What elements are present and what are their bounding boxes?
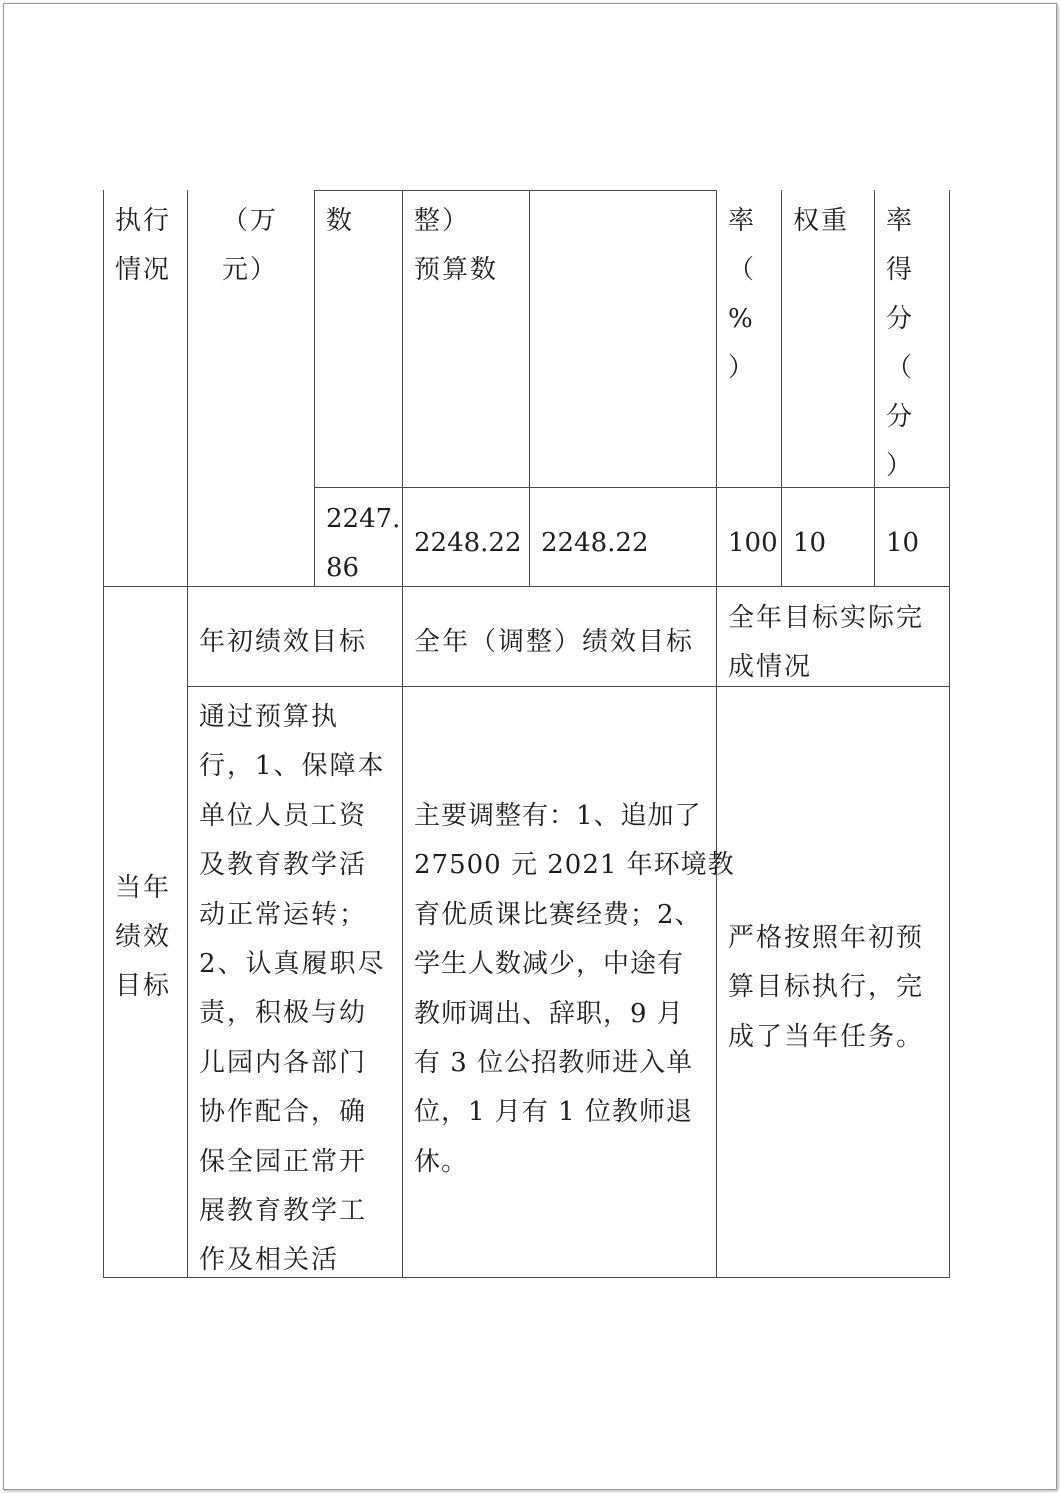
table-rule-col7 <box>874 190 875 587</box>
header-budget-count: 数 <box>326 206 355 236</box>
text-actual-completion: 严格按照年初预 算目标执行，完 成了当年任务。 <box>728 923 925 1052</box>
table-rule-col6 <box>781 190 782 587</box>
header-rate-score: 率 得 分 （ 分 ） <box>886 206 915 481</box>
header-initial-goals: 年初绩效目标 <box>199 627 368 657</box>
header-adjusted-goals: 全年（调整）绩效目标 <box>414 627 695 657</box>
label-amount-unit: （万 元） <box>222 206 279 285</box>
table-rule-left <box>103 190 104 1278</box>
table-rule-right <box>949 190 950 1278</box>
table-rule-top-segment <box>314 190 717 191</box>
value-score: 10 <box>886 528 920 558</box>
value-execution-rate: 100 <box>728 528 778 558</box>
value-weight: 10 <box>793 528 827 558</box>
header-weight: 权重 <box>793 206 850 236</box>
text-adjusted-goals: 主要调整有：1、追加了 27500 元 2021 年环境教 育优质课比赛经费；2、 学生人数减少，中途有 教师调出、辞职，9 月 有 3 位公招教师进入单 位，1 月有 1 位教师退 休。 <box>414 801 735 1177</box>
value-annual-budget: 2247. 86 <box>326 504 401 583</box>
label-annual-performance-goals: 当年 绩效 目标 <box>115 873 172 1001</box>
value-adjusted-budget: 2248.22 <box>414 528 522 558</box>
table-rule-col3 <box>402 190 403 1278</box>
text-initial-goals: 通过预算执 行，1、保障本 单位人员工资 及教育教学活 动正常运转； 2、认真履职尽 责，积极与幼 儿园内各部门 协作配合，确 保全园正常开 展教育教学工 作及相关活 <box>199 702 386 1276</box>
header-actual-completion: 全年目标实际完 成情况 <box>728 603 925 682</box>
header-adjusted-budget: 整） 预算数 <box>414 206 499 285</box>
value-executed-amount: 2248.22 <box>541 528 649 558</box>
header-execution-rate: 率 （ % ） <box>728 206 757 383</box>
table-rule-col4 <box>529 190 530 587</box>
table-rule-col1 <box>187 190 188 1278</box>
table-rule-section-top <box>103 586 950 587</box>
table-rule-row1-bottom <box>314 487 950 488</box>
table-rule-col2 <box>314 190 315 587</box>
label-execution-status: 执行 情况 <box>115 206 172 285</box>
